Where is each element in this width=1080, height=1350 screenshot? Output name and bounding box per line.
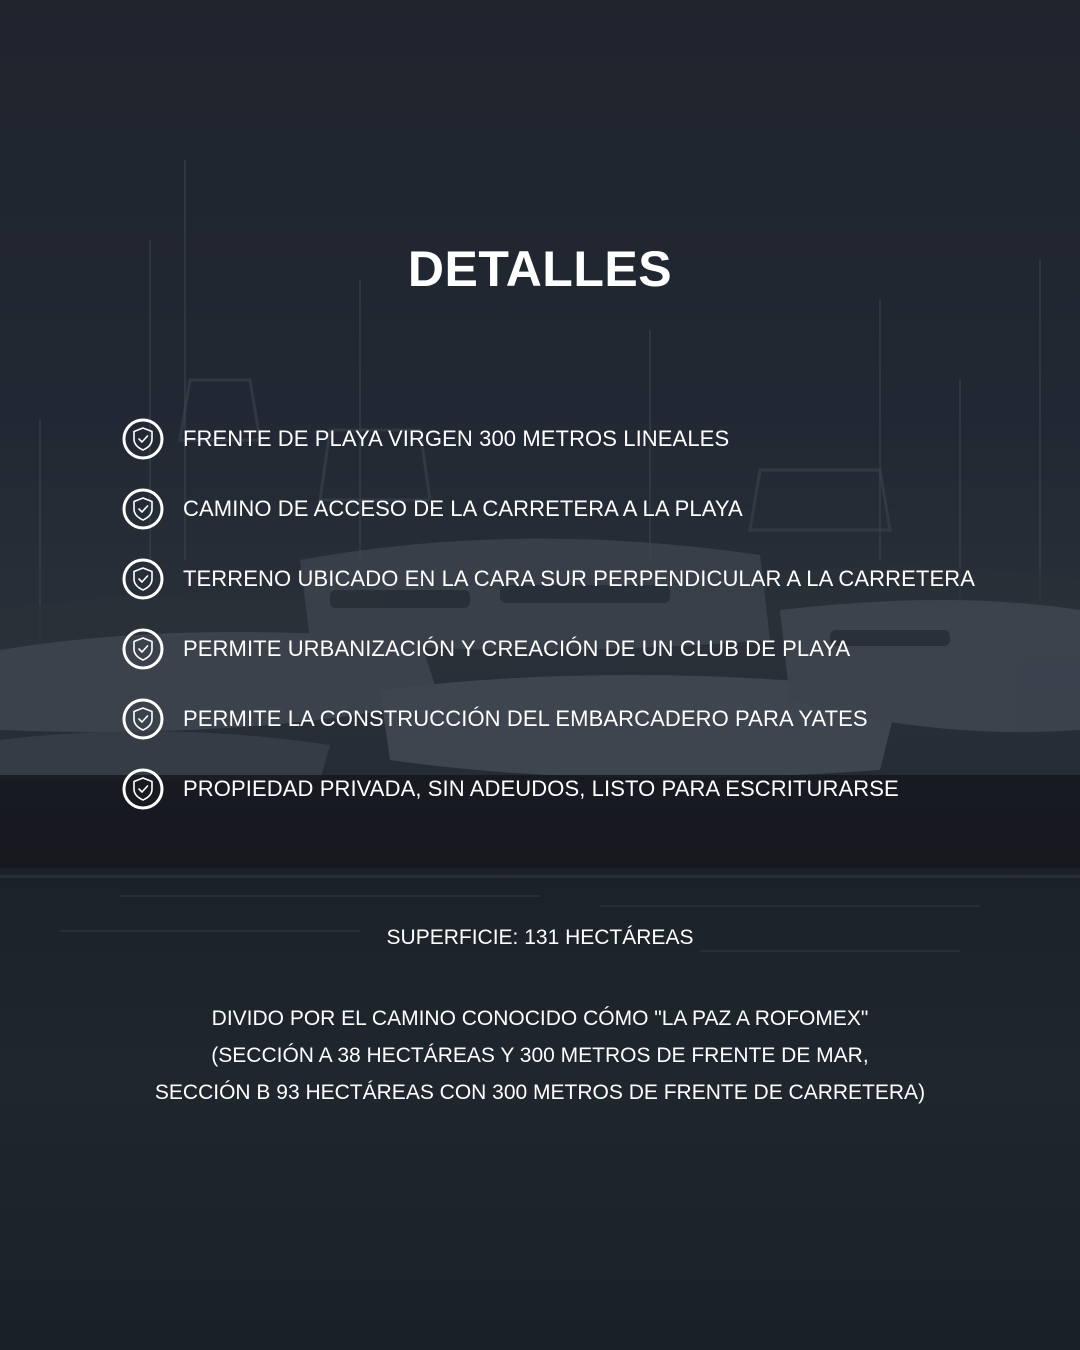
- division-line: SECCIÓN B 93 HECTÁREAS CON 300 METROS DE FRENTE DE CARRETERA): [154, 1081, 926, 1104]
- feature-text: PERMITE URBANIZACIÓN Y CREACIÓN DE UN CLUB DE PLAYA: [183, 636, 851, 661]
- division-line: DIVIDO POR EL CAMINO CONOCIDO CÓMO "LA PAZ A ROFOMEX": [211, 1007, 869, 1030]
- feature-list: [122, 418, 1022, 838]
- feature-item: [122, 488, 1022, 530]
- page-title: DETALLES: [407, 241, 673, 297]
- shield-check-icon: [122, 768, 164, 810]
- surface-area-text: SUPERFICIE: 131 HECTÁREAS: [386, 926, 694, 949]
- shield-check-icon: [122, 558, 164, 600]
- feature-item: [122, 768, 1022, 810]
- feature-item: [122, 418, 1022, 460]
- feature-text: PROPIEDAD PRIVADA, SIN ADEUDOS, LISTO PARA ESCRITURARSE: [183, 776, 899, 801]
- feature-text: PERMITE LA CONSTRUCCIÓN DEL EMBARCADERO PARA YATES: [183, 706, 868, 731]
- feature-item: [122, 558, 1022, 600]
- shield-check-icon: [122, 628, 164, 670]
- feature-text: CAMINO DE ACCESO DE LA CARRETERA A LA PLAYA: [183, 496, 743, 521]
- feature-item: [122, 698, 1022, 740]
- shield-check-icon: [122, 418, 164, 460]
- feature-text: FRENTE DE PLAYA VIRGEN 300 METROS LINEALES: [183, 426, 730, 451]
- feature-text: TERRENO UBICADO EN LA CARA SUR PERPENDICULAR A LA CARRETERA: [183, 566, 975, 591]
- shield-check-icon: [122, 488, 164, 530]
- division-description: [0, 1000, 1080, 1111]
- division-line: (SECCIÓN A 38 HECTÁREAS Y 300 METROS DE FRENTE DE MAR,: [211, 1044, 869, 1067]
- feature-item: [122, 628, 1022, 670]
- shield-check-icon: [122, 698, 164, 740]
